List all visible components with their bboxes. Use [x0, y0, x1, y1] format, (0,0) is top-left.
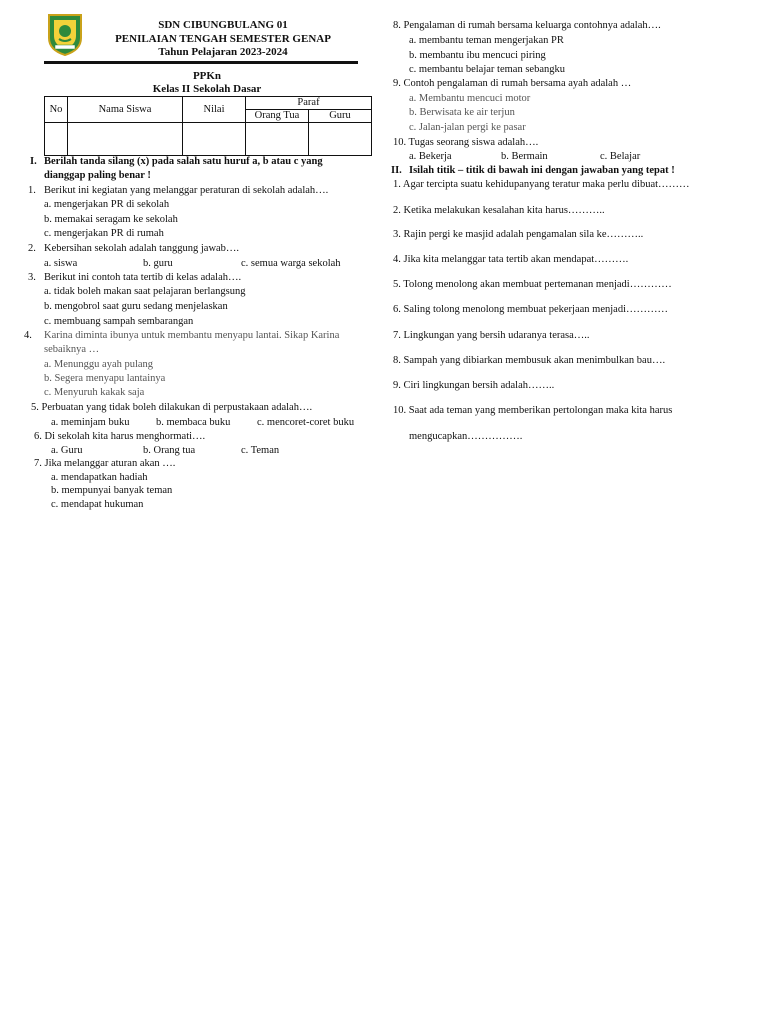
- q5-text: 5. Perbuatan yang tidak boleh dilakukan di perpustakaan adalah….: [31, 402, 313, 413]
- col-teacher: Guru: [309, 110, 372, 123]
- school-year: Tahun Pelajaran 2023-2024: [158, 46, 288, 58]
- cell-score[interactable]: [183, 123, 246, 156]
- q1-number: 1.: [28, 185, 36, 196]
- q8-option-a[interactable]: a. membantu teman mengerjakan PR: [409, 35, 564, 46]
- q5-option-b[interactable]: b. membaca buku: [156, 417, 231, 428]
- q10-option-c[interactable]: c. Belajar: [600, 151, 641, 162]
- essay-q10-cont[interactable]: mengucapkan…………….: [409, 431, 523, 442]
- essay-q7[interactable]: 7. Lingkungan yang bersih udaranya terasa…..: [393, 330, 590, 341]
- cell-parent-sign[interactable]: [246, 123, 309, 156]
- q9-option-b[interactable]: b. Berwisata ke air terjun: [409, 107, 515, 118]
- q1-option-a[interactable]: a. mengerjakan PR di sekolah: [44, 199, 170, 210]
- essay-q10[interactable]: 10. Saat ada teman yang memberikan pertolongan maka kita harus: [393, 405, 673, 416]
- q3-number: 3.: [28, 272, 36, 283]
- q7-option-b[interactable]: b. mempunyai banyak teman: [51, 485, 173, 496]
- cell-name[interactable]: [68, 123, 183, 156]
- essay-q9[interactable]: 9. Ciri lingkungan bersih adalah……..: [393, 380, 555, 391]
- subject-block: [44, 70, 370, 95]
- section1-number: I.: [30, 156, 37, 167]
- section2-instruction: Isilah titik – titik di bawah ini dengan jawaban yang tepat !: [409, 165, 675, 176]
- essay-q4[interactable]: 4. Jika kita melanggar tata tertib akan mendapat……….: [393, 254, 629, 265]
- q2-option-b[interactable]: b. guru: [143, 258, 173, 269]
- q4-text-cont: sebaiknya …: [44, 344, 100, 355]
- col-score: Nilai: [183, 97, 246, 123]
- essay-q5[interactable]: 5. Tolong menolong akan membuat pertemanan menjadi…………: [393, 279, 672, 290]
- q7-option-a[interactable]: a. mendapatkan hadiah: [51, 472, 148, 483]
- school-logo: [46, 12, 84, 56]
- q10-option-b[interactable]: b. Bermain: [501, 151, 548, 162]
- q3-option-a[interactable]: a. tidak boleh makan saat pelajaran berlangsung: [44, 286, 246, 297]
- q1-option-c[interactable]: c. mengerjakan PR di rumah: [44, 228, 164, 239]
- essay-q3[interactable]: 3. Rajin pergi ke masjid adalah pengamalan sila ke………..: [393, 229, 644, 240]
- school-name: SDN CIBUNGBULANG 01: [158, 19, 288, 31]
- class-level: Kelas II Sekolah Dasar: [152, 82, 262, 95]
- q4-option-b[interactable]: b. Segera menyapu lantainya: [44, 373, 166, 384]
- q8-text: 8. Pengalaman di rumah bersama keluarga contohnya adalah….: [393, 20, 661, 31]
- q3-option-c[interactable]: c. membuang sampah sembarangan: [44, 316, 194, 327]
- q8-option-c[interactable]: c. membantu belajar teman sebangku: [409, 64, 565, 75]
- q2-text: Kebersihan sekolah adalah tanggung jawab….: [44, 243, 240, 254]
- col-parent: Orang Tua: [246, 110, 309, 123]
- q5-option-a[interactable]: a. meminjam buku: [51, 417, 130, 428]
- q10-option-a[interactable]: a. Bekerja: [409, 151, 452, 162]
- q6-option-c[interactable]: c. Teman: [241, 445, 280, 456]
- q2-number: 2.: [28, 243, 36, 254]
- q6-option-a[interactable]: a. Guru: [51, 445, 83, 456]
- document-header: [88, 19, 358, 60]
- q4-option-a[interactable]: a. Menunggu ayah pulang: [44, 359, 154, 370]
- q3-option-b[interactable]: b. mengobrol saat guru sedang menjelaskan: [44, 301, 228, 312]
- cell-teacher-sign[interactable]: [309, 123, 372, 156]
- q6-text: 6. Di sekolah kita harus menghormati….: [34, 431, 206, 442]
- col-name: Nama Siswa: [68, 97, 183, 123]
- q5-option-c[interactable]: c. mencoret-coret buku: [257, 417, 355, 428]
- q4-number: 4.: [24, 330, 32, 341]
- section2-number: II.: [391, 165, 402, 176]
- essay-q2[interactable]: 2. Ketika melakukan kesalahan kita harus………..: [393, 205, 605, 216]
- cell-no[interactable]: [45, 123, 68, 156]
- exam-title: PENILAIAN TENGAH SEMESTER GENAP: [115, 32, 331, 45]
- q9-option-c[interactable]: c. Jalan-jalan pergi ke pasar: [409, 122, 526, 133]
- q2-option-c[interactable]: c. semua warga sekolah: [241, 258, 341, 269]
- q1-option-b[interactable]: b. memakai seragam ke sekolah: [44, 214, 178, 225]
- col-no: No: [45, 97, 68, 123]
- q4-text: Karina diminta ibunya untuk membantu menyapu lantai. Sikap Karina: [44, 330, 340, 341]
- q1-text: Berikut ini kegiatan yang melanggar peraturan di sekolah adalah….: [44, 185, 329, 196]
- q10-text: 10. Tugas seorang siswa adalah….: [393, 137, 539, 148]
- q8-option-b[interactable]: b. membantu ibu mencuci piring: [409, 50, 546, 61]
- q9-text: 9. Contoh pengalaman di rumah bersama ayah adalah …: [393, 78, 632, 89]
- q7-text: 7. Jika melanggar aturan akan ….: [34, 458, 176, 469]
- essay-q1[interactable]: 1. Agar tercipta suatu kehidupanyang teratur maka perlu dibuat………: [393, 179, 690, 190]
- col-sign: Paraf: [246, 97, 372, 110]
- essay-q8[interactable]: 8. Sampah yang dibiarkan membusuk akan menimbulkan bau….: [393, 355, 666, 366]
- section1-instruction-cont: dianggap paling benar !: [44, 170, 151, 181]
- student-id-table: [44, 96, 372, 156]
- q9-option-a[interactable]: a. Membantu mencuci motor: [409, 93, 531, 104]
- section1-instruction: Berilah tanda silang (x) pada salah satu huruf a, b atau c yang: [44, 156, 323, 167]
- q7-option-c[interactable]: c. mendapat hukuman: [51, 499, 144, 510]
- header-divider: [44, 61, 358, 64]
- q6-option-b[interactable]: b. Orang tua: [143, 445, 196, 456]
- q3-text: Berikut ini contoh tata tertib di kelas adalah….: [44, 272, 242, 283]
- essay-q6[interactable]: 6. Saling tolong menolong membuat pekerjaan menjadi…………: [393, 304, 668, 315]
- subject-name: PPKn: [192, 70, 222, 82]
- q2-option-a[interactable]: a. siswa: [44, 258, 78, 269]
- q4-option-c[interactable]: c. Menyuruh kakak saja: [44, 387, 145, 398]
